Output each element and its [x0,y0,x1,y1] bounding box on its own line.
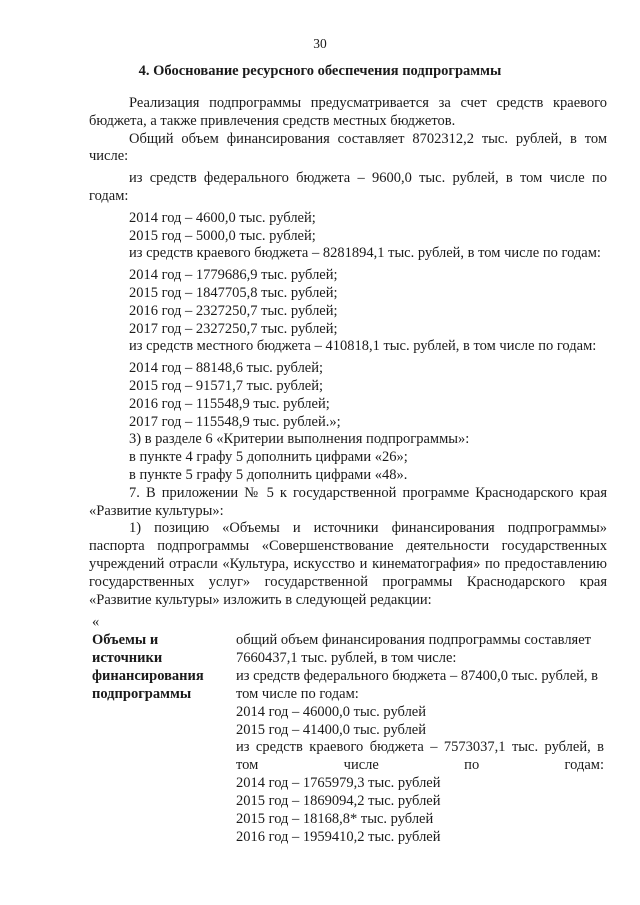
opening-quote: « [92,614,100,630]
section-heading: 4. Обоснование ресурсного обеспечения подпрограммы [138,63,502,79]
list-item: 2017 год – 115548,9 тыс. рублей.»; [129,413,341,430]
paragraph-federal-budget: из средств федерального бюджета – 9600,0 тыс. рублей, в том числе по годам: [89,170,607,204]
passport-total: общий объем финансирования подпрограммы составляет 7660437,1 тыс. рублей, в том числе: [236,632,591,666]
paragraph-point-5: в пункте 5 графу 5 дополнить цифрами «48». [129,466,408,483]
list-item: 2015 год – 5000,0 тыс. рублей; [129,227,316,244]
paragraph-local-budget: из средств местного бюджета – 410818,1 тыс. рублей, в том числе по годам: [129,338,597,355]
passport-year-line: 2015 год – 18168,8* тыс. рублей [236,811,434,828]
paragraph-position-1: 1) позицию «Объемы и источники финансирования подпрограммы» паспорта подпрограммы «Совершенствование деятельности государственных учреждений отрасли «Культура, искусство и кинематография» по предоставлению государственных услуг» государственной программы Краснодарского края «Развитие культуры» изложить в следующей редакции: [89,520,607,608]
passport-label [92,632,232,704]
passport-regional: из средств краевого бюджета – 7573037,1 тыс. рублей, в том числе по годам: [236,739,604,774]
paragraph-regional-budget: из средств краевого бюджета – 8281894,1 тыс. рублей, в том числе по годам: [129,245,601,262]
paragraph-appendix-5: 7. В приложении № 5 к государственной программе Краснодарского края «Развитие культуры»: [89,484,607,519]
document-body [89,95,607,609]
passport-year-line: 2014 год – 46000,0 тыс. рублей [236,703,427,720]
list-item: 2015 год – 1847705,8 тыс. рублей; [129,284,338,301]
paragraph-total-funding: Общий объем финансирования составляет 8702312,2 тыс. рублей, в том числе: [89,130,607,165]
list-item: 2016 год – 115548,9 тыс. рублей; [129,395,330,412]
list-item: 2016 год – 2327250,7 тыс. рублей; [129,302,338,319]
passport-label-line: подпрограммы [92,685,192,702]
passport-year-line: 2016 год – 1959410,2 тыс. рублей [236,828,441,845]
passport-year-line: 2015 год – 1869094,2 тыс. рублей [236,793,441,810]
passport-label-line: Объемы и [92,632,159,648]
list-item: 2014 год – 4600,0 тыс. рублей; [129,209,316,226]
page-number: 30 [313,36,327,51]
list-item: 2017 год – 2327250,7 тыс. рублей; [129,320,338,337]
paragraph-funding-sources: Реализация подпрограммы предусматривается за счет средств краевого бюджета, а также привлечения средств местных бюджетов. [89,95,607,129]
passport-value [236,632,604,847]
passport-year-line: 2014 год – 1765979,3 тыс. рублей [236,775,441,792]
paragraph-section-6: 3) в разделе 6 «Критерии выполнения подпрограммы»: [129,431,470,448]
list-item: 2014 год – 1779686,9 тыс. рублей; [129,267,338,284]
passport-label-line: финансирования [92,667,204,684]
passport-federal: из средств федерального бюджета – 87400,0 тыс. рублей, в том числе по годам: [236,667,598,702]
list-item: 2014 год – 88148,6 тыс. рублей; [129,360,324,377]
passport-label-line: источники [92,649,163,666]
passport-year-line: 2015 год – 41400,0 тыс. рублей [236,721,427,738]
list-item: 2015 год – 91571,7 тыс. рублей; [129,377,324,394]
paragraph-point-4: в пункте 4 графу 5 дополнить цифрами «26»; [129,449,408,466]
